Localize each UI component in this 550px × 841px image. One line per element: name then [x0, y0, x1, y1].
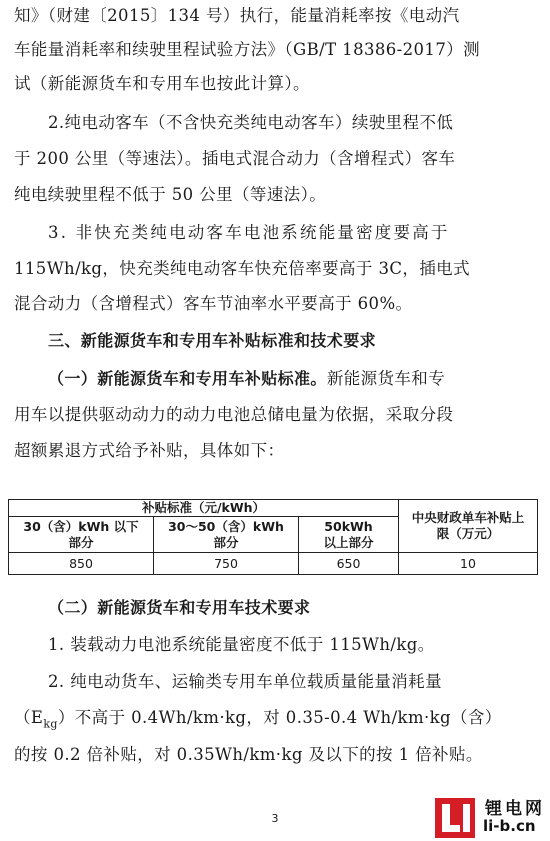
watermark-name: 锂电网 — [485, 799, 545, 819]
para-line-11-rest: 新能源货车和专 — [326, 369, 446, 388]
para-line-12: 用车以提供驱动动力的动力电池总储电量为依据，采取分段 — [14, 405, 454, 424]
table-cell: 10 — [399, 553, 538, 575]
para-line-17 — [14, 707, 502, 735]
para-line-9: 混合动力（含增程式）客车节油率水平要高于 60%。 — [14, 294, 413, 313]
para-line-8: 115Wh/kg，快充类纯电动客车快充倍率要高于 3C，插电式 — [14, 259, 470, 278]
table-header-col2: 30～50（含）kWh 部分 — [154, 517, 299, 553]
subsection-heading-1: （一）新能源货车和专用车补贴标准。 — [48, 369, 327, 388]
table-cell: 750 — [154, 553, 299, 575]
para-line-16: 2. 纯电动货车、运输类专用车单位载质量能量消耗量 — [48, 672, 442, 691]
watermark-logo-icon — [435, 798, 475, 838]
section-heading: 三、新能源货车和专用车补贴标准和技术要求 — [48, 331, 377, 350]
watermark — [433, 786, 550, 841]
para-line-4: 2.纯电动客车（不含快充类纯电动客车）续驶里程不低 — [48, 113, 454, 132]
table-header-col1: 30（含）kWh 以下 部分 — [9, 517, 154, 553]
table-cell: 650 — [299, 553, 399, 575]
para-line-17-rest: ）不高于 0.4Wh/km·kg，对 0.35-0.4 Wh/km·kg（含） — [57, 708, 502, 727]
watermark-url: li-b.cn — [483, 817, 536, 835]
subsidy-table — [8, 499, 538, 575]
table-header-cap: 中央财政单车补贴上 限（万元） — [399, 500, 538, 553]
table-header-col3: 50kWh 以上部分 — [299, 517, 399, 553]
para-line-7: 3. 非快充类纯电动客车电池系统能量密度要高于 — [48, 223, 450, 242]
para-line-3: 试（新能源货车和专用车也按此计算）。 — [14, 74, 310, 93]
page-number: 3 — [271, 812, 279, 825]
para-line-13: 超额累退方式给予补贴，具体如下： — [14, 441, 285, 460]
table-group-header: 补贴标准（元/kWh） — [9, 500, 399, 517]
subscript-kg: kg — [43, 717, 58, 731]
para-line-11 — [48, 368, 445, 390]
para-line-18: 的按 0.2 倍补贴，对 0.35Wh/km·kg 及以下的按 1 倍补贴。 — [14, 745, 483, 764]
table-cell: 850 — [9, 553, 154, 575]
para-line-17-open: （E — [14, 708, 44, 727]
para-line-15: 1. 装载动力电池系统能量密度不低于 115Wh/kg。 — [48, 635, 435, 654]
para-line-5: 于 200 公里（等速法）。插电式混合动力（含增程式）客车 — [14, 149, 456, 168]
para-line-1: 知》（财建〔2015〕134 号）执行，能量消耗率按《电动汽 — [14, 6, 460, 25]
subsection-heading-2: （二）新能源货车和专用车技术要求 — [48, 598, 311, 617]
para-line-2: 车能量消耗率和续驶里程试验方法》（GB/T 18386-2017）测 — [14, 40, 481, 59]
para-line-6: 纯电续驶里程不低于 50 公里（等速法）。 — [14, 185, 327, 204]
